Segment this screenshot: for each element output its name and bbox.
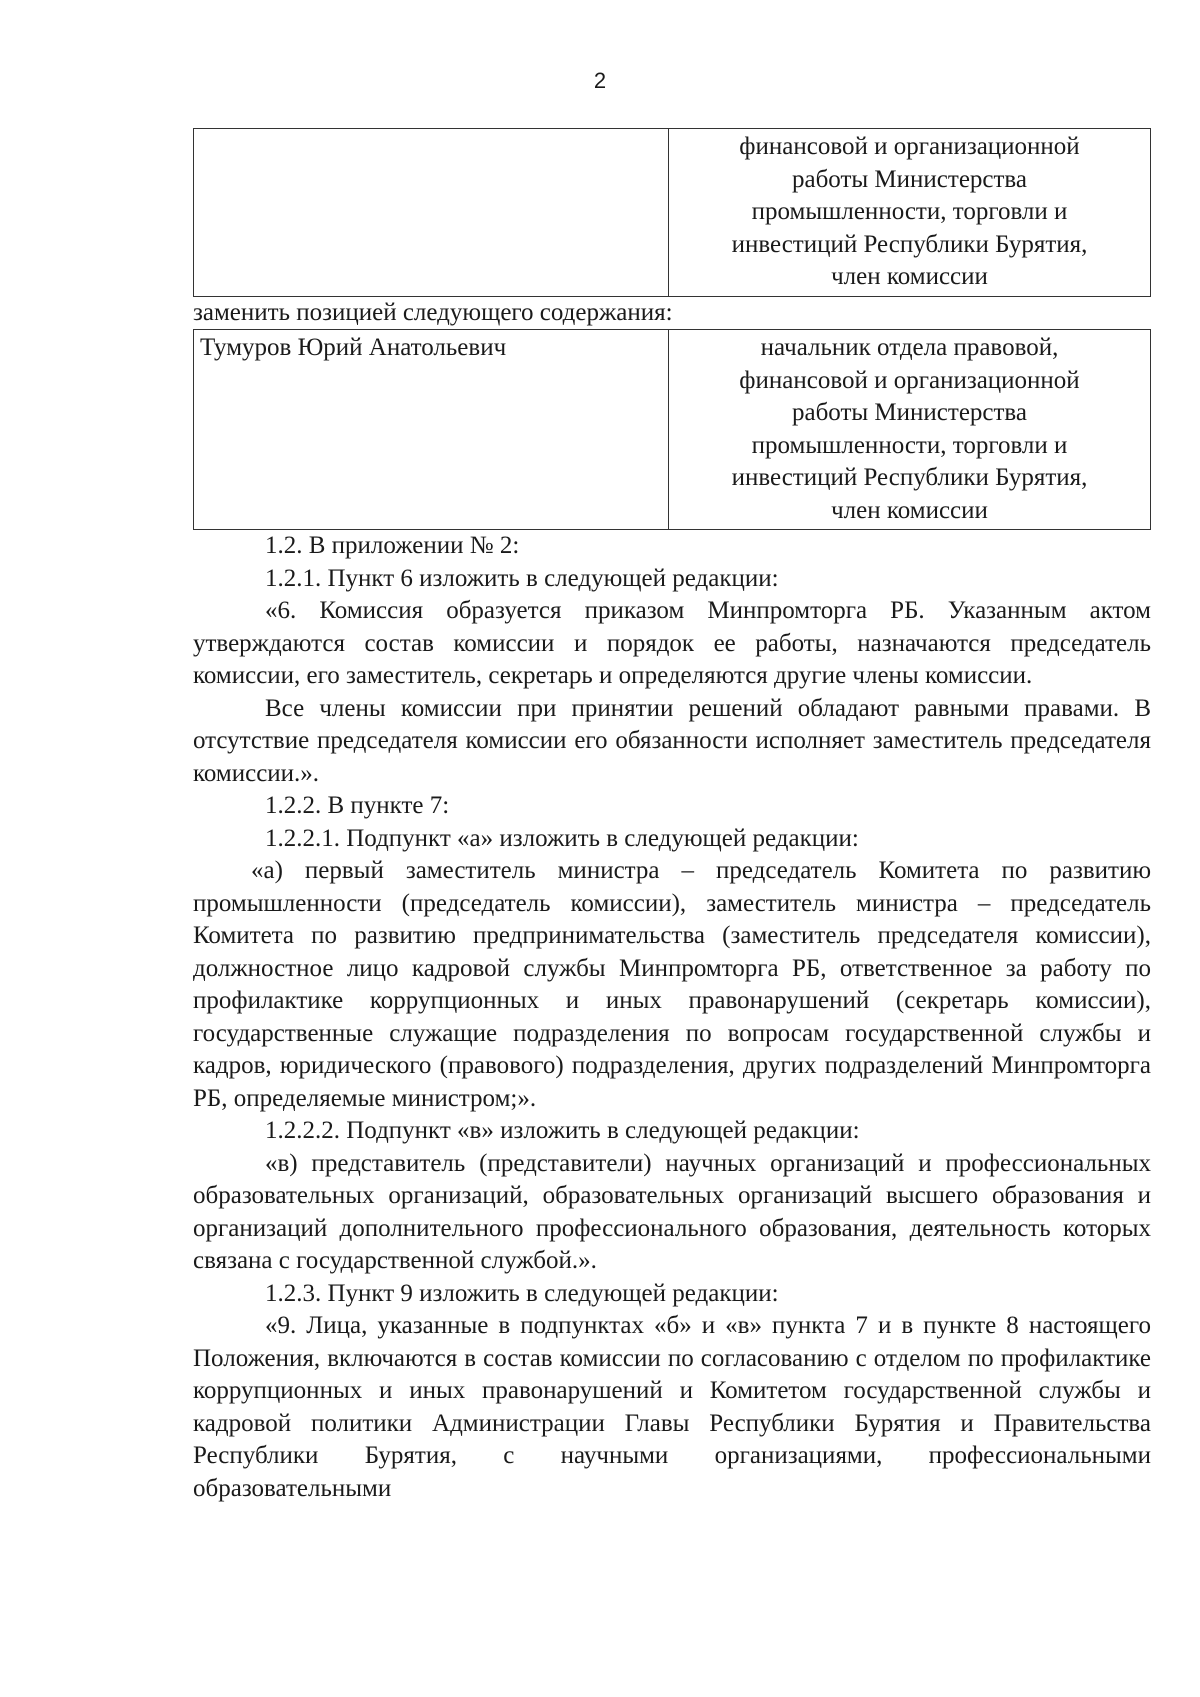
heading-1-2-3: 1.2.3. Пункт 9 изложить в следующей редакции:	[265, 1279, 779, 1307]
position-line: промышленности, торговли и	[751, 198, 1068, 225]
paragraph-point-9: «9. Лица, указанные в подпунктах «б» и «в» пункта 7 и в пункте 8 настоящего Положения, включаются в состав комиссии по согласованию с отделом по профилактике коррупционных и иных правонарушений и Комитетом государственной службы и кадровой политики Администрации Главы Республики Бурятия и Правительства Республики Бурятия, с научными организациями, профессиональными образовательными	[193, 1312, 1151, 1502]
name-cell-empty	[194, 129, 669, 297]
heading-1-2-2-2: 1.2.2.2. Подпункт «в» изложить в следующей редакции:	[265, 1117, 860, 1144]
heading-1-2: 1.2. В приложении № 2:	[265, 532, 520, 559]
position-line: работы Министерства	[791, 165, 1028, 193]
table-row	[194, 330, 1151, 530]
commission-table-new	[193, 329, 1151, 530]
position-cell	[669, 129, 1151, 297]
page-number: 2	[593, 68, 607, 93]
heading-1-2-2: 1.2.2. В пункте 7:	[265, 792, 450, 819]
position-cell	[669, 330, 1151, 530]
document-body	[193, 128, 1151, 1505]
member-name: Тумуров Юрий Анатольевич	[194, 330, 669, 530]
paragraph-subpoint-a: «а) первый заместитель министра – председатель Комитета по развитию промышленности (председатель комиссии), заместитель министра – председатель Комитета по развитию предпринимательства (заместитель председателя комиссии), должностное лицо кадровой службы Минпромторга РБ, ответственное за работу по профилактике коррупционных и иных правонарушений (секретарь комиссии), государственные служащие подразделения по вопросам государственной службы и кадров, юридического (правового) подразделения, других подразделений Минпромторга РБ, определяемые министром;».	[193, 857, 1151, 1112]
position-line: инвестиций Республики Бурятия,	[731, 230, 1088, 258]
position-line: член комиссии	[831, 496, 988, 524]
position-line: начальник отдела правовой,	[760, 334, 1059, 361]
paragraph-point-6: «6. Комиссия образуется приказом Минпромторга РБ. Указанным актом утверждаются состав комиссии и порядок ее работы, назначаются председатель комиссии, его заместитель, секретарь и определяются другие члены комиссии.	[193, 597, 1151, 689]
heading-1-2-2-1: 1.2.2.1. Подпункт «а» изложить в следующей редакции:	[265, 824, 859, 852]
position-line: финансовой и организационной	[739, 133, 1080, 160]
paragraph-all-members: Все члены комиссии при принятии решений обладают равными правами. В отсутствие председателя комиссии его обязанности исполняет заместитель председателя комиссии.».	[193, 694, 1151, 787]
replace-line: заменить позицией следующего содержания:	[193, 298, 673, 326]
position-line: промышленности, торговли и	[751, 431, 1068, 459]
paragraph-subpoint-v: «в) представитель (представители) научных организаций и профессиональных образовательных организаций, образовательных организаций высшего образования и организаций дополнительного профессионального образования, деятельность которых связана с государственной службой.».	[193, 1149, 1151, 1274]
position-line: работы Министерства	[791, 399, 1028, 426]
table-row	[194, 129, 1151, 297]
position-line: финансовой и организационной	[739, 366, 1080, 394]
position-line: инвестиций Республики Бурятия,	[731, 464, 1088, 491]
commission-table-old	[193, 128, 1151, 297]
heading-1-2-1: 1.2.1. Пункт 6 изложить в следующей редакции:	[265, 564, 779, 592]
position-line: член комиссии	[831, 263, 988, 290]
